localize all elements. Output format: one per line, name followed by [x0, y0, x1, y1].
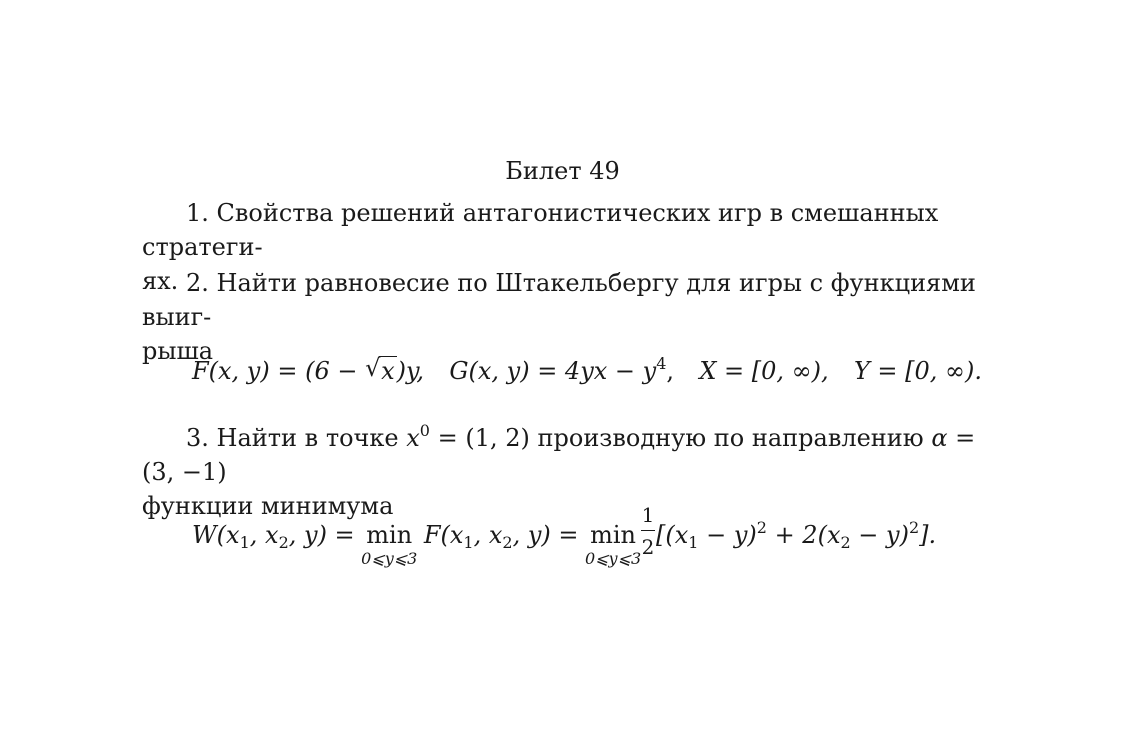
- min-2-limits: 0⩽y⩽3: [584, 549, 642, 568]
- question-2-text: Найти равновесие по Штакельбергу для игры с функциями выиг-: [142, 269, 976, 331]
- bracket-sub2: 2: [840, 533, 851, 552]
- bracket-sup2: 2: [908, 518, 920, 537]
- question-2: [142, 266, 1000, 368]
- payoff-functions-formula: [192, 356, 982, 386]
- formula-W-sub2: 2: [278, 533, 289, 552]
- formula-Y-set: Y = [0, ∞).: [853, 357, 983, 385]
- question-3-text-c: = (3, −1): [142, 424, 976, 486]
- min-1-label: min: [366, 521, 413, 549]
- question-2-text-cont: рыша: [142, 337, 214, 365]
- direction-alpha: α: [931, 424, 948, 452]
- question-3: [142, 421, 1000, 523]
- bracket-mid2: − y): [850, 521, 909, 549]
- ticket-title: Билет 49: [505, 157, 620, 185]
- formula-W-sub1: 1: [239, 533, 250, 552]
- question-3-text-cont: функции минимума: [142, 492, 394, 520]
- point-x: x: [406, 424, 420, 452]
- formula-G: G(x, y) = 4yx − y: [449, 357, 657, 385]
- formula-F-mid: , x: [473, 521, 503, 549]
- bracket-plus: + 2(x: [766, 521, 841, 549]
- fraction-numerator: 1: [641, 503, 655, 527]
- question-2-number: 2.: [186, 269, 209, 297]
- formula-F-lhs: F(x, y) = (6 −: [192, 357, 366, 385]
- question-3-number: 3.: [186, 424, 209, 452]
- min-2-label: min: [590, 521, 636, 549]
- fraction-denominator: 2: [641, 535, 655, 559]
- question-1-number: 1.: [186, 199, 209, 227]
- bracket-sub1: 1: [688, 533, 699, 552]
- formula-F: F(x: [423, 521, 464, 549]
- sqrt-x: √ x: [365, 354, 395, 385]
- minimum-function-formula: [192, 503, 937, 568]
- bracket-sup1: 2: [756, 518, 767, 537]
- formula-F-sub1: 1: [463, 533, 474, 552]
- min-operator-1: [361, 520, 418, 568]
- min-operator-2: [584, 520, 642, 568]
- question-3-text-b: = (1, 2) производную по направлению: [429, 424, 932, 452]
- formula-F-rhs: )y,: [396, 357, 425, 385]
- fraction-one-half: [641, 503, 655, 559]
- point-x-sup: 0: [419, 421, 430, 440]
- formula-X-set: X = [0, ∞),: [699, 357, 829, 385]
- formula-W-end: , y) =: [288, 521, 363, 549]
- min-1-limits: 0⩽y⩽3: [361, 549, 418, 568]
- formula-F-end: , y) =: [512, 521, 587, 549]
- formula-W: W(x: [192, 521, 240, 549]
- formula-G-comma: ,: [666, 357, 675, 385]
- bracket-mid: − y): [698, 521, 757, 549]
- question-3-text-a: Найти в точке: [216, 424, 407, 452]
- formula-G-exponent: 4: [656, 354, 667, 373]
- formula-W-mid: , x: [249, 521, 279, 549]
- question-1-text-cont: ях.: [142, 267, 179, 295]
- bracket-start: [(x: [656, 521, 689, 549]
- formula-F-sub2: 2: [502, 533, 513, 552]
- bracket-end: ].: [919, 521, 937, 549]
- question-1-text: Свойства решений антагонистических игр в смешанных стратеги-: [142, 199, 939, 261]
